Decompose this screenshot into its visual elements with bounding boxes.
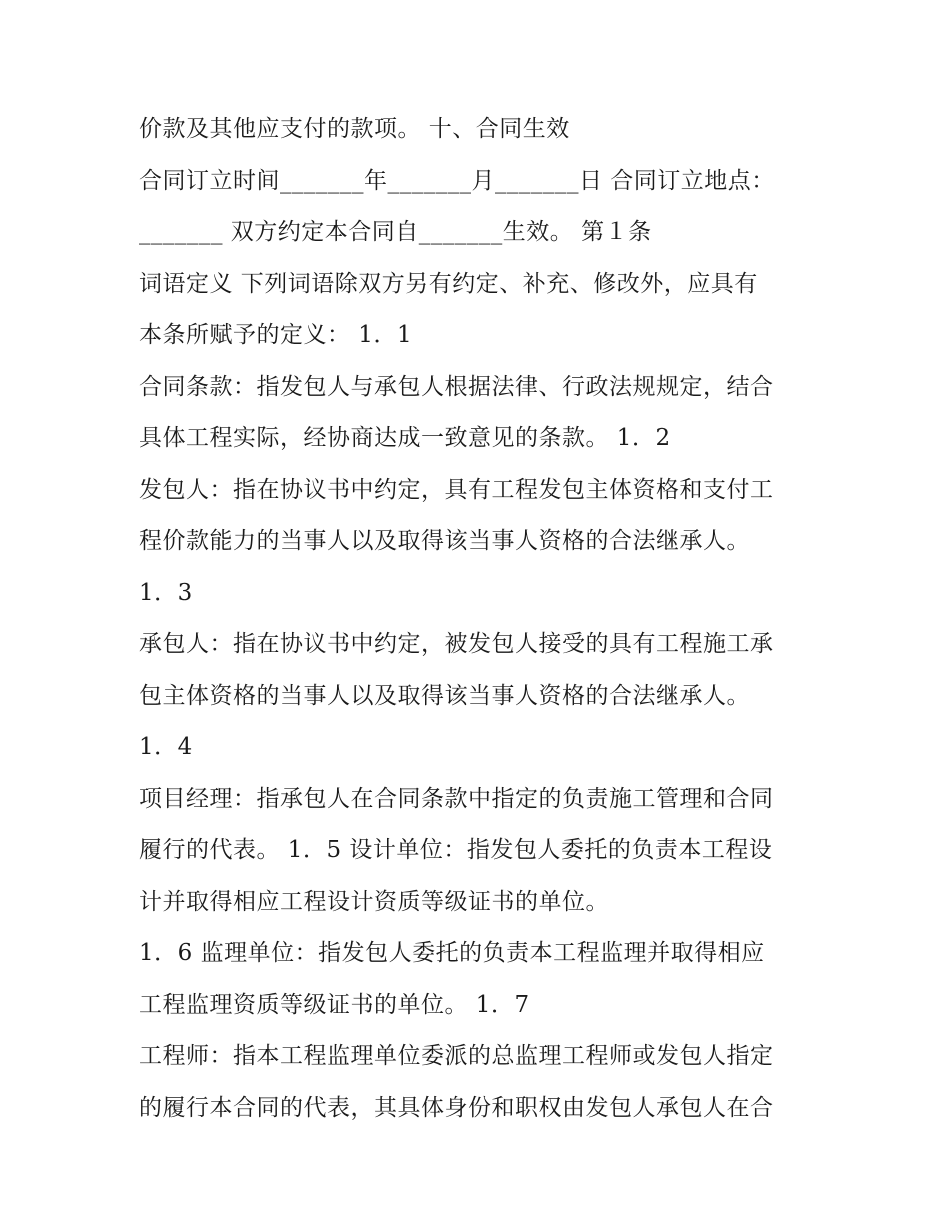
text-line: 承包人：指在协议书中约定，被发包人接受的具有工程施工承 [139, 631, 774, 657]
text-line: _______ 双方约定本合同自_______生效。 第１条 [139, 219, 652, 245]
text-line: 的履行本合同的代表，其具体身份和职权由发包人承包人在合 [139, 1094, 774, 1121]
text-line: 合同条款：指发包人与承包人根据法律、行政法规规定，结合 [139, 373, 774, 400]
text-line: 计并取得相应工程设计资质等级证书的单位。 [139, 888, 609, 915]
text-line: 包主体资格的当事人以及取得该当事人资格的合法继承人。 [139, 682, 750, 709]
text-line: 词语定义 下列词语除双方另有约定、补充、修改外，应具有 [139, 270, 758, 297]
text-line: 工程师：指本工程监理单位委派的总监理工程师或发包人指定 [139, 1043, 774, 1069]
text-line: 1．6 监理单位：指发包人委托的负责本工程监理并取得相应 [139, 940, 765, 966]
text-line: 价款及其他应支付的款项。 十、合同生效 [139, 116, 570, 142]
text-line: 具体工程实际，经协商达成一致意见的条款。 1．2 [139, 425, 671, 451]
text-line: 发包人：指在协议书中约定，具有工程发包主体资格和支付工 [139, 476, 774, 503]
text-line: 项目经理：指承包人在合同条款中指定的负责施工管理和合同 [139, 785, 774, 812]
text-line: 合同订立时间_______年_______月_______日 合同订立地点： [139, 167, 775, 194]
text-line: 履行的代表。 1．5 设计单位：指发包人委托的负责本工程设 [139, 837, 773, 863]
text-line: 1．3 [139, 579, 193, 606]
text-line: 本条所赋予的定义： 1．1 [139, 322, 413, 348]
text-line: 程价款能力的当事人以及取得该当事人资格的合法继承人。 [139, 528, 750, 554]
text-line: 1．4 [139, 734, 193, 760]
document-body [139, 104, 829, 1134]
text-line: 工程监理资质等级证书的单位。 1．7 [139, 991, 530, 1018]
